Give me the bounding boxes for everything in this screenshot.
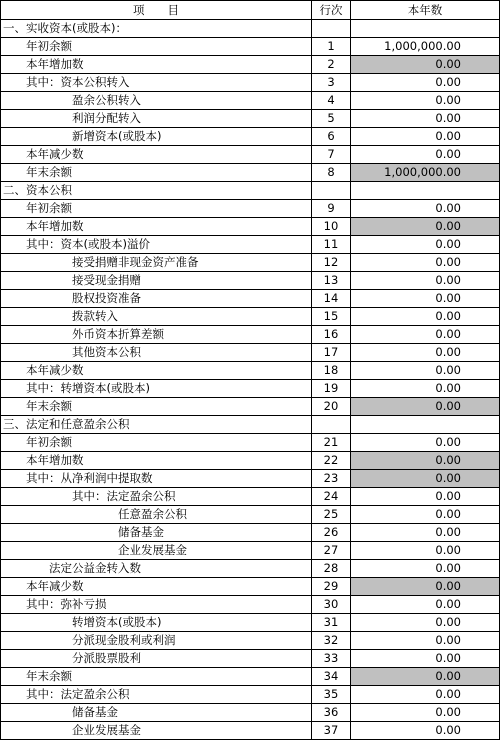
table-row <box>1 308 500 326</box>
table-row <box>1 398 500 416</box>
line-number-cell: 3 <box>312 74 351 92</box>
table-row <box>1 344 500 362</box>
item-label: 盈余公积转入 <box>1 92 312 110</box>
item-label: 其中：转增资本(或股本) <box>1 380 312 398</box>
line-number-cell: 4 <box>312 92 351 110</box>
item-label: 年初余额 <box>1 434 312 452</box>
table-row <box>1 506 500 524</box>
line-number-cell <box>312 182 351 200</box>
current-year-value-cell: 0.00 <box>351 542 500 560</box>
line-number-cell: 13 <box>312 272 351 290</box>
item-label: 年末余额 <box>1 164 312 182</box>
table-row <box>1 650 500 668</box>
item-column-header: 项 目 <box>1 1 312 20</box>
table-row <box>1 578 500 596</box>
item-label: 本年减少数 <box>1 146 312 164</box>
table-row <box>1 524 500 542</box>
table-row <box>1 434 500 452</box>
current-year-value-cell: 0.00 <box>351 722 500 740</box>
line-number-cell: 12 <box>312 254 351 272</box>
current-year-value-cell: 0.00 <box>351 110 500 128</box>
table-row <box>1 164 500 182</box>
current-year-value-cell: 0.00 <box>351 308 500 326</box>
current-year-value-cell: 1,000,000.00 <box>351 38 500 56</box>
current-year-value-cell: 0.00 <box>351 218 500 236</box>
item-label: 其中：资本(或股本)溢价 <box>1 236 312 254</box>
line-number-cell <box>312 20 351 38</box>
current-year-value-cell: 0.00 <box>351 434 500 452</box>
table-row <box>1 290 500 308</box>
line-number-cell: 35 <box>312 686 351 704</box>
current-year-value-cell: 0.00 <box>351 272 500 290</box>
item-label: 利润分配转入 <box>1 110 312 128</box>
table-row <box>1 56 500 74</box>
table-row <box>1 236 500 254</box>
item-label: 二、资本公积 <box>1 182 312 200</box>
item-label: 本年增加数 <box>1 218 312 236</box>
item-label: 分派股票股利 <box>1 650 312 668</box>
current-year-value-cell: 0.00 <box>351 524 500 542</box>
item-label: 转增资本(或股本) <box>1 614 312 632</box>
item-label: 其他资本公积 <box>1 344 312 362</box>
current-year-value-cell: 0.00 <box>351 74 500 92</box>
line-number-cell: 1 <box>312 38 351 56</box>
item-label: 其中：弥补亏损 <box>1 596 312 614</box>
table-row <box>1 272 500 290</box>
item-label: 其中：从净利润中提取数 <box>1 470 312 488</box>
current-year-value-cell: 0.00 <box>351 92 500 110</box>
table-row <box>1 110 500 128</box>
line-number-cell: 11 <box>312 236 351 254</box>
item-label: 年初余额 <box>1 200 312 218</box>
table-row <box>1 542 500 560</box>
line-number-cell: 30 <box>312 596 351 614</box>
current-year-value-cell <box>351 20 500 38</box>
line-number-cell: 18 <box>312 362 351 380</box>
current-year-value-cell: 0.00 <box>351 326 500 344</box>
current-year-value-cell: 0.00 <box>351 344 500 362</box>
line-number-cell: 27 <box>312 542 351 560</box>
table-row <box>1 614 500 632</box>
line-number-cell: 8 <box>312 164 351 182</box>
line-number-cell: 24 <box>312 488 351 506</box>
line-number-cell: 10 <box>312 218 351 236</box>
line-number-cell: 26 <box>312 524 351 542</box>
table-row <box>1 38 500 56</box>
line-number-cell: 9 <box>312 200 351 218</box>
item-label: 本年增加数 <box>1 56 312 74</box>
line-number-cell: 31 <box>312 614 351 632</box>
line-number-cell: 2 <box>312 56 351 74</box>
item-label: 年初余额 <box>1 38 312 56</box>
table-row <box>1 560 500 578</box>
current-year-value-cell: 0.00 <box>351 668 500 686</box>
current-year-value-cell: 0.00 <box>351 650 500 668</box>
current-year-value-cell: 0.00 <box>351 56 500 74</box>
item-label: 储备基金 <box>1 524 312 542</box>
item-label: 企业发展基金 <box>1 542 312 560</box>
item-label: 其中：法定盈余公积 <box>1 686 312 704</box>
table-row <box>1 668 500 686</box>
line-number-cell: 29 <box>312 578 351 596</box>
current-year-value-cell: 0.00 <box>351 470 500 488</box>
item-label: 法定公益金转入数 <box>1 560 312 578</box>
table-row <box>1 146 500 164</box>
current-year-value-cell: 0.00 <box>351 380 500 398</box>
item-label: 储备基金 <box>1 704 312 722</box>
current-year-value-cell <box>351 416 500 434</box>
table-row <box>1 92 500 110</box>
table-row <box>1 632 500 650</box>
current-year-value-cell: 0.00 <box>351 704 500 722</box>
current-year-value-cell: 0.00 <box>351 254 500 272</box>
line-number-cell: 19 <box>312 380 351 398</box>
item-label: 拨款转入 <box>1 308 312 326</box>
table-row <box>1 254 500 272</box>
item-label: 一、实收资本(或股本)： <box>1 20 312 38</box>
line-number-cell <box>312 416 351 434</box>
line-number-cell: 34 <box>312 668 351 686</box>
line-number-cell: 36 <box>312 704 351 722</box>
current-year-value-cell: 0.00 <box>351 200 500 218</box>
line-number-cell: 15 <box>312 308 351 326</box>
table-row <box>1 470 500 488</box>
line-number-cell: 21 <box>312 434 351 452</box>
table-row <box>1 596 500 614</box>
table-row <box>1 182 500 200</box>
line-number-cell: 6 <box>312 128 351 146</box>
table-row <box>1 704 500 722</box>
item-label: 年末余额 <box>1 668 312 686</box>
current-year-value-cell: 0.00 <box>351 290 500 308</box>
item-label: 本年减少数 <box>1 578 312 596</box>
item-label: 接受捐赠非现金资产准备 <box>1 254 312 272</box>
current-year-value-cell: 0.00 <box>351 632 500 650</box>
table-row <box>1 380 500 398</box>
line-number-cell: 5 <box>312 110 351 128</box>
current-year-value-cell: 0.00 <box>351 488 500 506</box>
table-row <box>1 74 500 92</box>
item-label: 本年减少数 <box>1 362 312 380</box>
current-year-value-cell <box>351 182 500 200</box>
item-label: 外币资本折算差额 <box>1 326 312 344</box>
item-label: 企业发展基金 <box>1 722 312 740</box>
line-number-cell: 33 <box>312 650 351 668</box>
table-row <box>1 218 500 236</box>
current-year-value-cell: 0.00 <box>351 506 500 524</box>
table-row <box>1 722 500 740</box>
line-number-cell: 32 <box>312 632 351 650</box>
table-row <box>1 200 500 218</box>
item-label: 分派现金股利或利润 <box>1 632 312 650</box>
line-number-cell: 16 <box>312 326 351 344</box>
table-row <box>1 452 500 470</box>
current-year-value-cell: 0.00 <box>351 578 500 596</box>
current-year-value-cell: 0.00 <box>351 686 500 704</box>
item-label: 三、法定和任意盈余公积 <box>1 416 312 434</box>
current-year-column-header: 本年数 <box>351 1 500 20</box>
item-label: 新增资本(或股本) <box>1 128 312 146</box>
current-year-value-cell: 0.00 <box>351 398 500 416</box>
table-row <box>1 128 500 146</box>
line-number-cell: 37 <box>312 722 351 740</box>
line-number-cell: 20 <box>312 398 351 416</box>
item-label: 本年增加数 <box>1 452 312 470</box>
line-number-cell: 14 <box>312 290 351 308</box>
current-year-value-cell: 0.00 <box>351 452 500 470</box>
table-body <box>1 1 500 740</box>
line-number-cell: 23 <box>312 470 351 488</box>
table-row <box>1 362 500 380</box>
table-row <box>1 326 500 344</box>
current-year-value-cell: 0.00 <box>351 560 500 578</box>
current-year-value-cell: 1,000,000.00 <box>351 164 500 182</box>
item-label: 股权投资准备 <box>1 290 312 308</box>
item-label: 接受现金捐赠 <box>1 272 312 290</box>
item-label: 其中：法定盈余公积 <box>1 488 312 506</box>
table-row <box>1 20 500 38</box>
current-year-value-cell: 0.00 <box>351 146 500 164</box>
current-year-value-cell: 0.00 <box>351 128 500 146</box>
current-year-value-cell: 0.00 <box>351 614 500 632</box>
header-row <box>1 1 500 20</box>
line-number-cell: 28 <box>312 560 351 578</box>
current-year-value-cell: 0.00 <box>351 596 500 614</box>
table-row <box>1 488 500 506</box>
line-number-cell: 22 <box>312 452 351 470</box>
table-row <box>1 416 500 434</box>
table-row <box>1 686 500 704</box>
item-label: 年末余额 <box>1 398 312 416</box>
item-label: 任意盈余公积 <box>1 506 312 524</box>
line-number-cell: 7 <box>312 146 351 164</box>
line-number-cell: 25 <box>312 506 351 524</box>
line-number-cell: 17 <box>312 344 351 362</box>
line-number-column-header: 行次 <box>312 1 351 20</box>
item-label: 其中：资本公积转入 <box>1 74 312 92</box>
current-year-value-cell: 0.00 <box>351 236 500 254</box>
current-year-value-cell: 0.00 <box>351 362 500 380</box>
